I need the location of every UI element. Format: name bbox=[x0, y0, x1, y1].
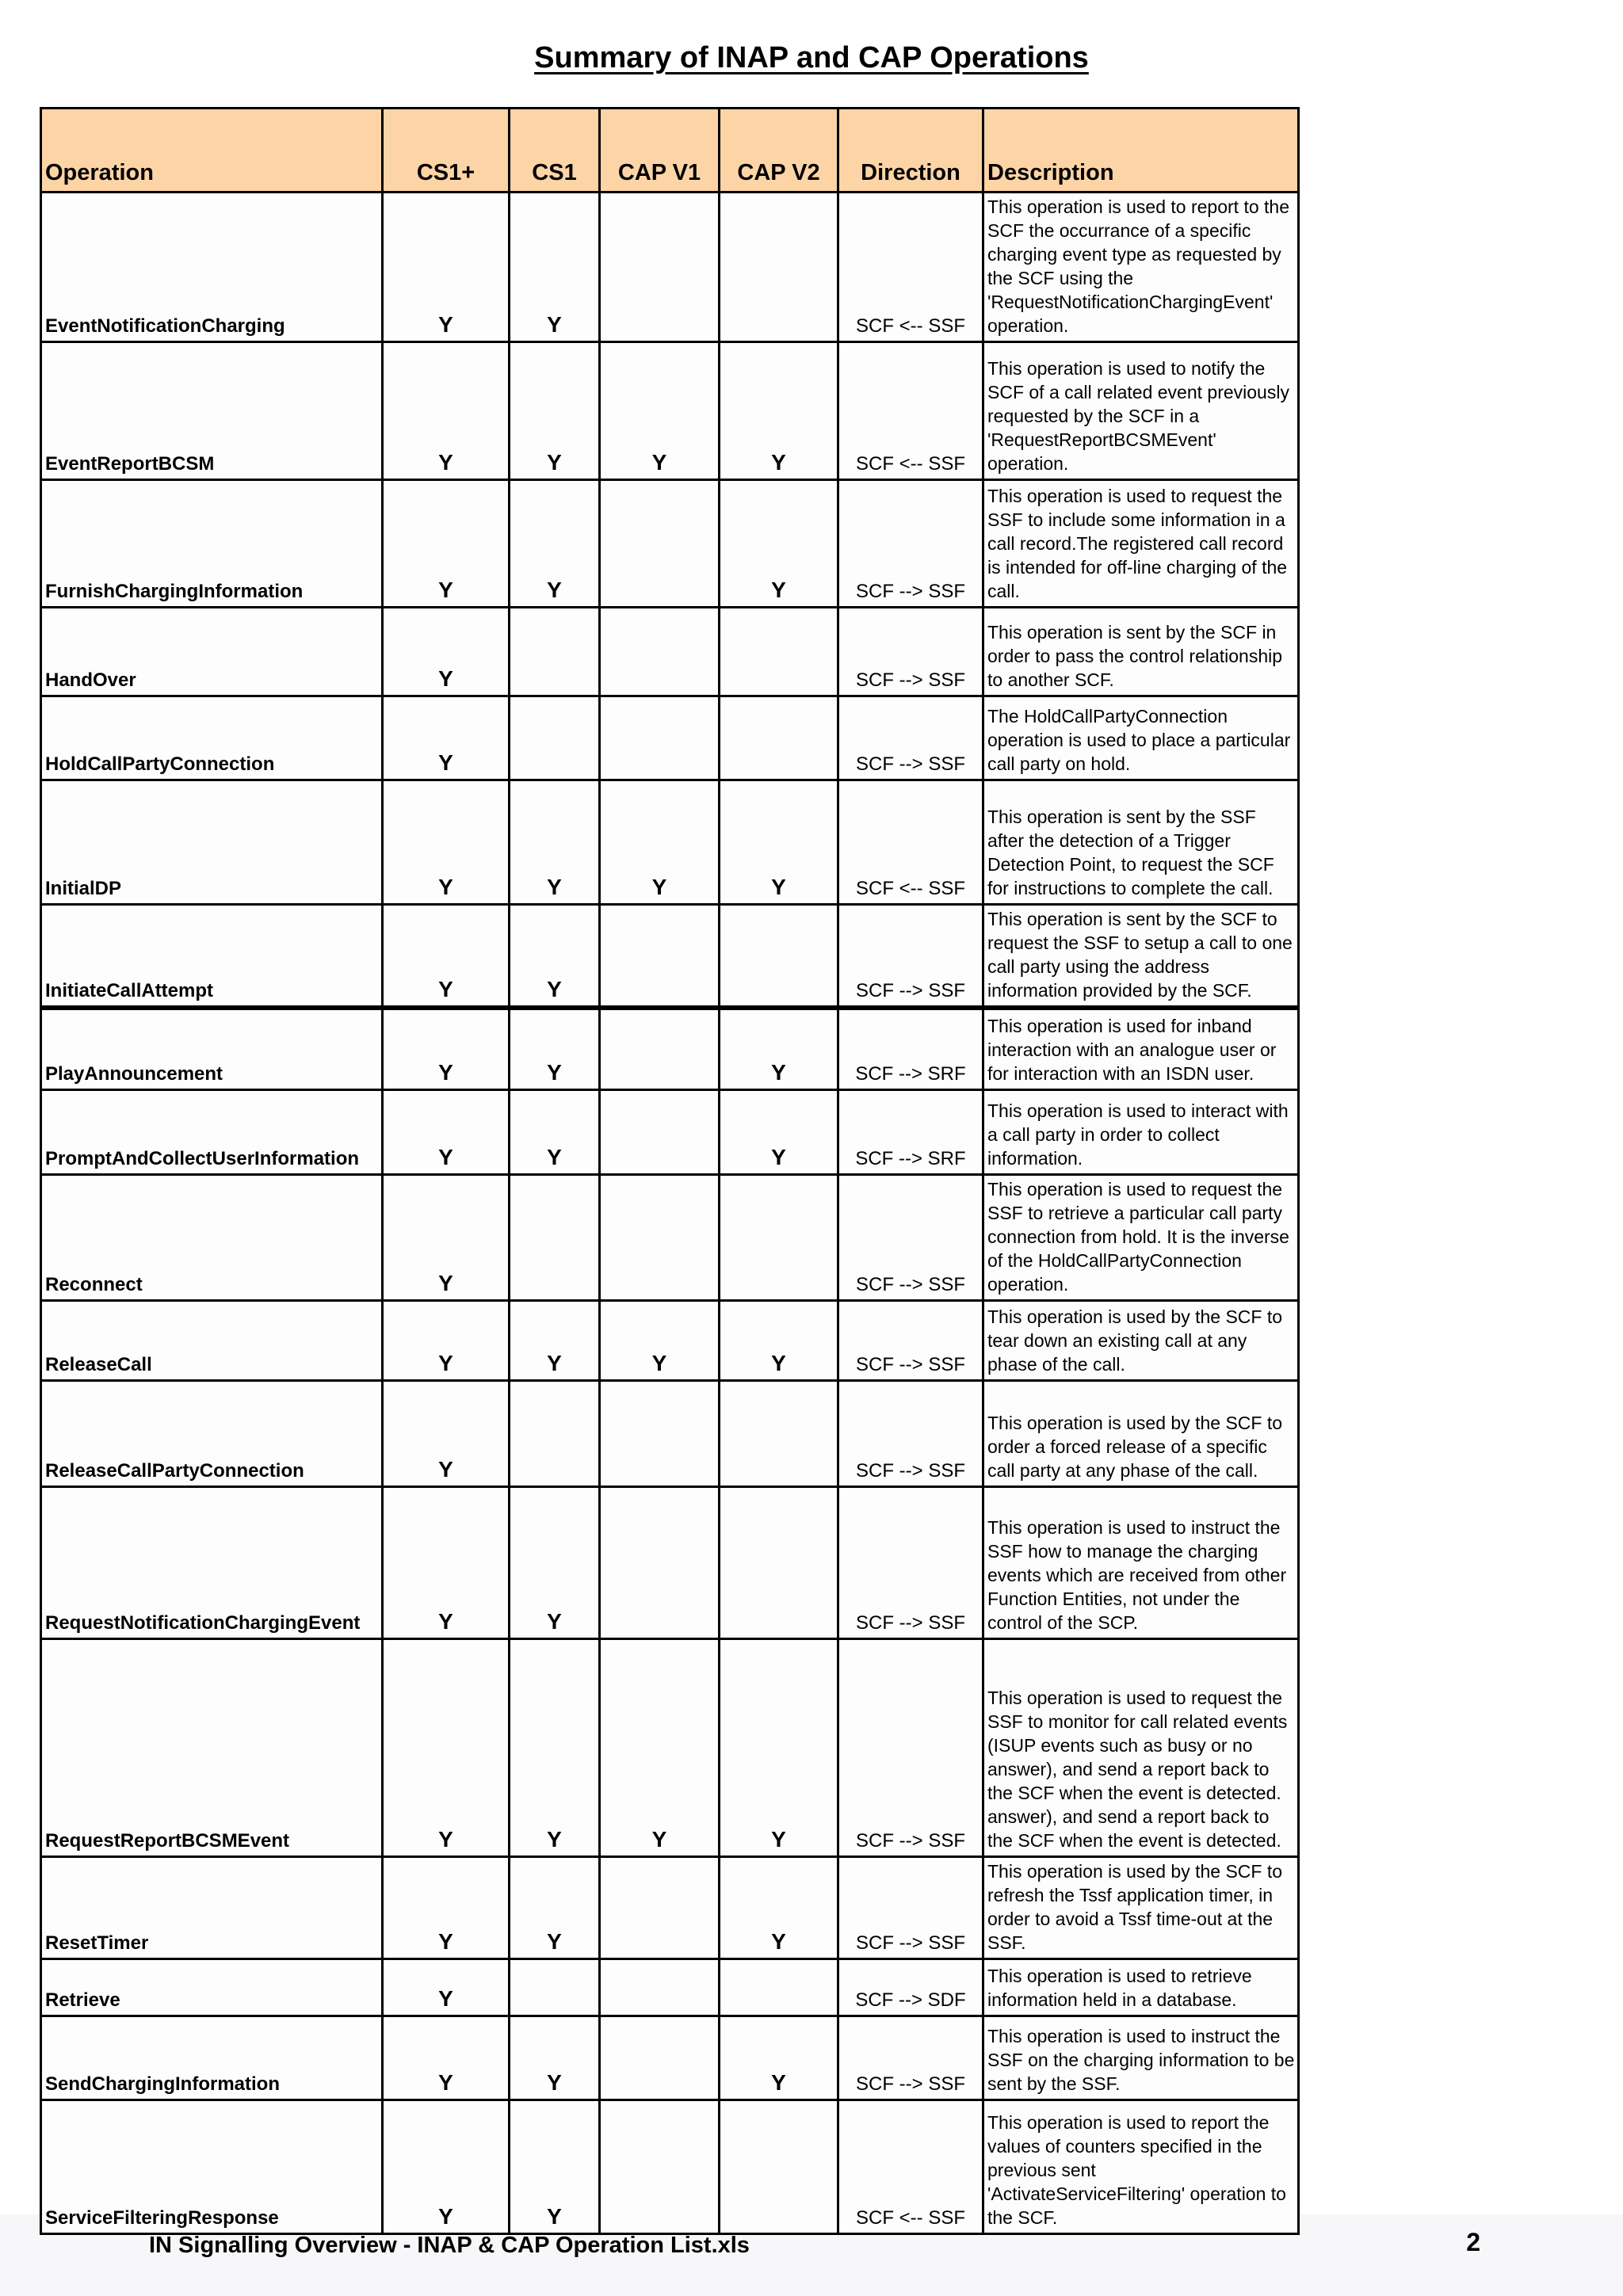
table-row bbox=[41, 1958, 1299, 2016]
cap-v2-cell: Y bbox=[720, 1089, 838, 1174]
cs1-cell: Y bbox=[510, 1486, 600, 1638]
cap-v2-cell bbox=[720, 193, 838, 342]
cs1-plus-cell: Y bbox=[383, 696, 510, 780]
cap-v2-cell: Y bbox=[720, 1638, 838, 1856]
table-row bbox=[41, 780, 1299, 905]
operation-cell: Reconnect bbox=[41, 1174, 383, 1300]
table-row bbox=[41, 1174, 1299, 1300]
direction-cell: SCF --> SRF bbox=[838, 1008, 983, 1089]
column-header-direction: Direction bbox=[838, 109, 983, 193]
cs1-plus-cell: Y bbox=[383, 1856, 510, 1958]
description-cell: This operation is used to report the values of counters specified in the previous sent 'ActivateServiceFiltering' operation to the SCF. bbox=[983, 2100, 1299, 2233]
operation-cell: InitialDP bbox=[41, 780, 383, 905]
description-cell: This operation is sent by the SCF to request the SSF to setup a call to one call party using the address information provided by the SCF. bbox=[983, 905, 1299, 1009]
table-body bbox=[41, 193, 1299, 2234]
description-cell: This operation is used for inband interaction with an analogue user or for interaction with an ISDN user. bbox=[983, 1008, 1299, 1089]
direction-cell: SCF --> SSF bbox=[838, 480, 983, 608]
table-row bbox=[41, 1008, 1299, 1089]
description-cell: This operation is used to instruct the SSF how to manage the charging events which are received from other Function Entities, not under the control of the SCP. bbox=[983, 1486, 1299, 1638]
cap-v1-cell: Y bbox=[600, 780, 720, 905]
table-row bbox=[41, 2100, 1299, 2233]
cs1-plus-cell: Y bbox=[383, 780, 510, 905]
cap-v1-cell bbox=[600, 1174, 720, 1300]
table-row bbox=[41, 696, 1299, 780]
operation-cell: Retrieve bbox=[41, 1958, 383, 2016]
cap-v2-cell: Y bbox=[720, 1856, 838, 1958]
cs1-plus-cell: Y bbox=[383, 1300, 510, 1380]
cap-v2-cell bbox=[720, 1486, 838, 1638]
cs1-plus-cell: Y bbox=[383, 1486, 510, 1638]
operation-cell: EventReportBCSM bbox=[41, 342, 383, 480]
cs1-cell: Y bbox=[510, 2016, 600, 2100]
description-cell: This operation is used to request the SSF to monitor for call related events (ISUP events such as busy or no answer), and send a report back to the SCF when the event is detected. answer), and send a report back to the SCF when the event is detected. bbox=[983, 1638, 1299, 1856]
description-cell: This operation is used to notify the SCF of a call related event previously requested by the SCF in a 'RequestReportBCSMEvent' operation. bbox=[983, 342, 1299, 480]
cap-v2-cell bbox=[720, 1380, 838, 1486]
direction-cell: SCF --> SSF bbox=[838, 1380, 983, 1486]
direction-cell: SCF <-- SSF bbox=[838, 2100, 983, 2233]
cs1-cell bbox=[510, 1958, 600, 2016]
operation-cell: HoldCallPartyConnection bbox=[41, 696, 383, 780]
cap-v1-cell bbox=[600, 480, 720, 608]
cap-v2-cell: Y bbox=[720, 2016, 838, 2100]
description-cell: This operation is sent by the SCF in order to pass the control relationship to another SCF. bbox=[983, 608, 1299, 696]
cs1-plus-cell: Y bbox=[383, 1008, 510, 1089]
cap-v1-cell bbox=[600, 608, 720, 696]
cap-v1-cell bbox=[600, 2016, 720, 2100]
cs1-plus-cell: Y bbox=[383, 905, 510, 1009]
column-header-cs1: CS1 bbox=[510, 109, 600, 193]
cap-v1-cell bbox=[600, 1958, 720, 2016]
operation-cell: RequestReportBCSMEvent bbox=[41, 1638, 383, 1856]
cs1-cell bbox=[510, 1380, 600, 1486]
operation-cell: ReleaseCall bbox=[41, 1300, 383, 1380]
cap-v2-cell: Y bbox=[720, 780, 838, 905]
cs1-plus-cell: Y bbox=[383, 1958, 510, 2016]
cap-v1-cell: Y bbox=[600, 342, 720, 480]
cs1-cell bbox=[510, 608, 600, 696]
cs1-plus-cell: Y bbox=[383, 480, 510, 608]
cs1-cell: Y bbox=[510, 905, 600, 1009]
description-cell: This operation is used by the SCF to tear down an existing call at any phase of the call. bbox=[983, 1300, 1299, 1380]
column-header-operation: Operation bbox=[41, 109, 383, 193]
column-header-description: Description bbox=[983, 109, 1299, 193]
cap-v1-cell: Y bbox=[600, 1300, 720, 1380]
direction-cell: SCF --> SSF bbox=[838, 1638, 983, 1856]
footer-filename: IN Signalling Overview - INAP & CAP Operation List.xls bbox=[149, 2233, 750, 2258]
column-header-cap-v2: CAP V2 bbox=[720, 109, 838, 193]
cs1-plus-cell: Y bbox=[383, 1380, 510, 1486]
table-row bbox=[41, 905, 1299, 1009]
cs1-cell: Y bbox=[510, 342, 600, 480]
table-row bbox=[41, 1486, 1299, 1638]
page-title: Summary of INAP and CAP Operations bbox=[534, 41, 1089, 74]
operation-cell: ReleaseCallPartyConnection bbox=[41, 1380, 383, 1486]
cs1-cell: Y bbox=[510, 1638, 600, 1856]
cap-v2-cell bbox=[720, 696, 838, 780]
operation-cell: ResetTimer bbox=[41, 1856, 383, 1958]
cs1-cell: Y bbox=[510, 480, 600, 608]
direction-cell: SCF --> SSF bbox=[838, 1486, 983, 1638]
cap-v1-cell bbox=[600, 696, 720, 780]
table-row bbox=[41, 342, 1299, 480]
cap-v2-cell bbox=[720, 608, 838, 696]
operation-cell: RequestNotificationChargingEvent bbox=[41, 1486, 383, 1638]
cs1-cell: Y bbox=[510, 193, 600, 342]
operation-cell: EventNotificationCharging bbox=[41, 193, 383, 342]
cs1-cell: Y bbox=[510, 1856, 600, 1958]
description-cell: This operation is used to report to the SCF the occurrance of a specific charging event type as requested by the SCF using the 'RequestNotificationChargingEvent' operation. bbox=[983, 193, 1299, 342]
column-header-cap-v1: CAP V1 bbox=[600, 109, 720, 193]
operation-cell: PromptAndCollectUserInformation bbox=[41, 1089, 383, 1174]
cap-v2-cell bbox=[720, 1958, 838, 2016]
direction-cell: SCF --> SSF bbox=[838, 2016, 983, 2100]
cs1-plus-cell: Y bbox=[383, 1638, 510, 1856]
operation-cell: ServiceFilteringResponse bbox=[41, 2100, 383, 2233]
cap-v1-cell bbox=[600, 1008, 720, 1089]
cap-v1-cell bbox=[600, 1089, 720, 1174]
cap-v1-cell bbox=[600, 905, 720, 1009]
description-cell: This operation is used to interact with a call party in order to collect information. bbox=[983, 1089, 1299, 1174]
cs1-cell: Y bbox=[510, 1089, 600, 1174]
description-cell: This operation is used by the SCF to order a forced release of a specific call party at any phase of the call. bbox=[983, 1380, 1299, 1486]
direction-cell: SCF --> SSF bbox=[838, 905, 983, 1009]
cs1-plus-cell: Y bbox=[383, 2016, 510, 2100]
cs1-plus-cell: Y bbox=[383, 193, 510, 342]
direction-cell: SCF --> SSF bbox=[838, 1856, 983, 1958]
operation-cell: SendChargingInformation bbox=[41, 2016, 383, 2100]
cs1-cell: Y bbox=[510, 1300, 600, 1380]
operation-cell: InitiateCallAttempt bbox=[41, 905, 383, 1009]
cs1-plus-cell: Y bbox=[383, 2100, 510, 2233]
cap-v1-cell bbox=[600, 1486, 720, 1638]
description-cell: This operation is sent by the SSF after the detection of a Trigger Detection Point, to request the SCF for instructions to complete the call. bbox=[983, 780, 1299, 905]
direction-cell: SCF --> SDF bbox=[838, 1958, 983, 2016]
table-row bbox=[41, 1089, 1299, 1174]
table-header-row bbox=[41, 109, 1299, 193]
description-cell: This operation is used by the SCF to refresh the Tssf application timer, in order to avoid a Tssf time-out at the SSF. bbox=[983, 1856, 1299, 1958]
table-row bbox=[41, 480, 1299, 608]
description-cell: This operation is used to retrieve information held in a database. bbox=[983, 1958, 1299, 2016]
direction-cell: SCF <-- SSF bbox=[838, 342, 983, 480]
cap-v1-cell bbox=[600, 2100, 720, 2233]
description-cell: This operation is used to instruct the SSF on the charging information to be sent by the SSF. bbox=[983, 2016, 1299, 2100]
operations-table bbox=[40, 107, 1300, 2235]
description-cell: This operation is used to request the SSF to retrieve a particular call party connection from hold. It is the inverse of the HoldCallPartyConnection operation. bbox=[983, 1174, 1299, 1300]
direction-cell: SCF --> SSF bbox=[838, 608, 983, 696]
cs1-plus-cell: Y bbox=[383, 1174, 510, 1300]
cs1-cell: Y bbox=[510, 780, 600, 905]
cap-v2-cell bbox=[720, 1174, 838, 1300]
operation-cell: PlayAnnouncement bbox=[41, 1008, 383, 1089]
page-number: 2 bbox=[1466, 2228, 1480, 2256]
operation-cell: FurnishChargingInformation bbox=[41, 480, 383, 608]
cs1-cell: Y bbox=[510, 2100, 600, 2233]
cap-v2-cell bbox=[720, 905, 838, 1009]
direction-cell: SCF --> SSF bbox=[838, 1174, 983, 1300]
cs1-plus-cell: Y bbox=[383, 342, 510, 480]
table-row bbox=[41, 1638, 1299, 1856]
description-cell: This operation is used to request the SSF to include some information in a call record.The registered call record is intended for off-line charging of the call. bbox=[983, 480, 1299, 608]
cap-v2-cell: Y bbox=[720, 480, 838, 608]
table-row bbox=[41, 1380, 1299, 1486]
cap-v2-cell bbox=[720, 2100, 838, 2233]
table-row bbox=[41, 2016, 1299, 2100]
table-row bbox=[41, 1856, 1299, 1958]
cap-v2-cell: Y bbox=[720, 1300, 838, 1380]
cap-v2-cell: Y bbox=[720, 1008, 838, 1089]
direction-cell: SCF --> SSF bbox=[838, 1300, 983, 1380]
cap-v1-cell: Y bbox=[600, 1638, 720, 1856]
cap-v2-cell: Y bbox=[720, 342, 838, 480]
column-header-cs1-plus: CS1+ bbox=[383, 109, 510, 193]
table-row bbox=[41, 1300, 1299, 1380]
table-row bbox=[41, 608, 1299, 696]
description-cell: The HoldCallPartyConnection operation is used to place a particular call party on hold. bbox=[983, 696, 1299, 780]
table-row bbox=[41, 193, 1299, 342]
direction-cell: SCF --> SSF bbox=[838, 696, 983, 780]
direction-cell: SCF --> SRF bbox=[838, 1089, 983, 1174]
cap-v1-cell bbox=[600, 1380, 720, 1486]
operation-cell: HandOver bbox=[41, 608, 383, 696]
cs1-cell: Y bbox=[510, 1008, 600, 1089]
direction-cell: SCF <-- SSF bbox=[838, 193, 983, 342]
cap-v1-cell bbox=[600, 193, 720, 342]
cs1-plus-cell: Y bbox=[383, 608, 510, 696]
cs1-cell bbox=[510, 696, 600, 780]
cap-v1-cell bbox=[600, 1856, 720, 1958]
cs1-plus-cell: Y bbox=[383, 1089, 510, 1174]
cs1-cell bbox=[510, 1174, 600, 1300]
direction-cell: SCF <-- SSF bbox=[838, 780, 983, 905]
